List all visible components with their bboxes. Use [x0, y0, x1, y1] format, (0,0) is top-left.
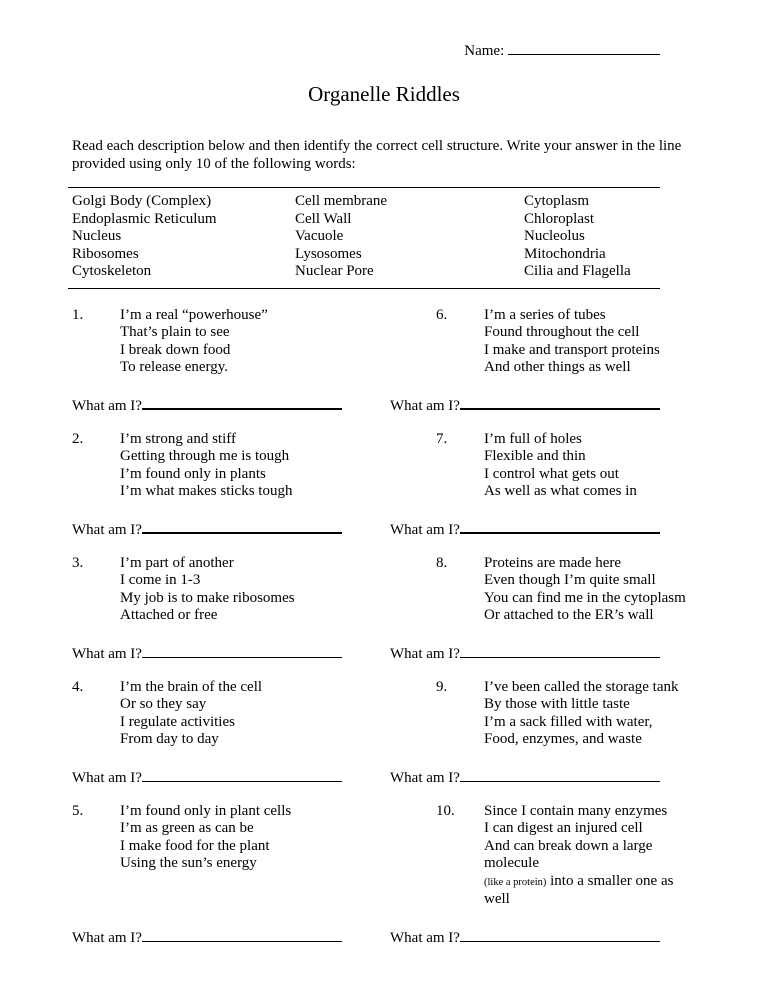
- answer-7: [390, 519, 690, 539]
- riddle-number: 4.: [72, 678, 84, 695]
- word-bank-item: Chloroplast: [524, 210, 594, 227]
- riddle-number: 10.: [436, 802, 455, 819]
- word-bank-column-3: [524, 193, 660, 281]
- answer-row: [72, 395, 690, 415]
- riddle-line: I’m a sack filled with water,: [484, 713, 653, 730]
- answer-prompt: What am I?: [72, 769, 142, 786]
- riddle-number: 7.: [436, 430, 448, 447]
- riddle-pair-row: [72, 679, 690, 749]
- riddle-10: [436, 803, 690, 909]
- word-bank-item: Lysosomes: [295, 245, 362, 262]
- answer-3: [72, 643, 390, 663]
- word-bank: [68, 187, 660, 289]
- riddle-line: By those with little taste: [484, 696, 630, 713]
- answer-row: [72, 927, 690, 947]
- riddle-text: [120, 431, 292, 501]
- riddle-7: [436, 431, 690, 501]
- word-bank-item: Cilia and Flagella: [524, 263, 631, 280]
- riddles-section: [72, 307, 690, 947]
- riddle-text: [484, 555, 686, 625]
- word-bank-item: Cytoplasm: [524, 193, 590, 210]
- word-bank-item: Mitochondria: [524, 245, 606, 262]
- name-label: Name:: [464, 43, 505, 59]
- word-bank-item: Golgi Body (Complex): [72, 193, 212, 210]
- riddle-line: I’m strong and stiff: [120, 430, 236, 447]
- answer-blank-line-6: [460, 395, 660, 410]
- riddle-line: I’m a series of tubes: [484, 306, 606, 323]
- riddle-line: Attached or free: [120, 607, 218, 624]
- worksheet-content: [72, 138, 690, 947]
- riddle-text: [484, 679, 679, 749]
- riddle-number: 3.: [72, 554, 84, 571]
- answer-prompt: What am I?: [72, 521, 142, 538]
- answer-row: [72, 643, 690, 663]
- answer-blank-line-3: [142, 643, 342, 658]
- riddle-4: [72, 679, 436, 749]
- riddle-line: And can break down a large molecule: [484, 837, 653, 872]
- answer-8: [390, 643, 690, 663]
- answer-blank-line-5: [142, 927, 342, 942]
- riddle-line: I’m part of another: [120, 554, 234, 571]
- riddle-text: [120, 803, 291, 909]
- word-bank-item: Nucleolus: [524, 228, 585, 245]
- word-bank-item: Cell membrane: [295, 193, 388, 210]
- riddle-line: I come in 1-3: [120, 572, 201, 589]
- riddle-line: I break down food: [120, 341, 231, 358]
- word-bank-item: Vacuole: [295, 228, 344, 245]
- riddle-line: Food, enzymes, and waste: [484, 731, 642, 748]
- name-row: [0, 0, 660, 60]
- riddle-number: 8.: [436, 554, 448, 571]
- riddle-2: [72, 431, 436, 501]
- riddle-pair-row: [72, 431, 690, 501]
- answer-prompt: What am I?: [72, 397, 142, 414]
- riddle-line: I control what gets out: [484, 465, 619, 482]
- answer-blank-line-9: [460, 767, 660, 782]
- word-bank-item: Nuclear Pore: [295, 263, 374, 280]
- answer-prompt: What am I?: [390, 929, 460, 946]
- riddle-number: 5.: [72, 802, 84, 819]
- answer-5: [72, 927, 390, 947]
- answer-blank-line-1: [142, 395, 342, 410]
- word-bank-item: Endoplasmic Reticulum: [72, 210, 217, 227]
- riddle-line: Or attached to the ER’s wall: [484, 607, 654, 624]
- riddle-line: I regulate activities: [120, 713, 235, 730]
- riddle-line: I make food for the plant: [120, 837, 270, 854]
- answer-prompt: What am I?: [72, 929, 142, 946]
- riddle-line: I’m found only in plants: [120, 465, 266, 482]
- word-bank-column-2: [295, 193, 524, 281]
- riddle-small-note: (like a protein): [484, 876, 547, 888]
- riddle-line: That’s plain to see: [120, 324, 230, 341]
- answer-row: [72, 767, 690, 787]
- riddle-line: From day to day: [120, 731, 219, 748]
- word-bank-item: Cell Wall: [295, 210, 352, 227]
- riddle-6: [436, 307, 690, 377]
- answer-9: [390, 767, 690, 787]
- riddle-number: 1.: [72, 306, 84, 323]
- word-bank-column-1: [72, 193, 295, 281]
- answer-prompt: What am I?: [390, 397, 460, 414]
- riddle-line: Since I contain many enzymes: [484, 802, 668, 819]
- riddle-line: [484, 873, 690, 909]
- riddle-3: [72, 555, 436, 625]
- answer-blank-line-4: [142, 767, 342, 782]
- riddle-number: 9.: [436, 678, 448, 695]
- riddle-text: [484, 431, 637, 501]
- riddle-line: I’m what makes sticks tough: [120, 483, 293, 500]
- answer-prompt: What am I?: [390, 645, 460, 662]
- riddle-line: To release energy.: [120, 359, 229, 376]
- riddle-line: Flexible and thin: [484, 448, 586, 465]
- word-bank-item: Nucleus: [72, 228, 122, 245]
- name-blank-line: [508, 40, 660, 55]
- riddle-line: I’m as green as can be: [120, 820, 254, 837]
- riddle-text: [120, 679, 262, 749]
- answer-prompt: What am I?: [390, 521, 460, 538]
- word-bank-item: Cytoskeleton: [72, 263, 152, 280]
- riddle-number: 2.: [72, 430, 84, 447]
- answer-prompt: What am I?: [72, 645, 142, 662]
- answer-prompt: What am I?: [390, 769, 460, 786]
- riddle-line: I’m full of holes: [484, 430, 582, 447]
- answer-blank-line-10: [460, 927, 660, 942]
- riddle-line: You can find me in the cytoplasm: [484, 589, 686, 606]
- answer-blank-line-7: [460, 519, 660, 534]
- answer-row: [72, 519, 690, 539]
- riddle-line: As well as what comes in: [484, 483, 637, 500]
- riddle-line: I make and transport proteins: [484, 341, 660, 358]
- riddle-8: [436, 555, 690, 625]
- riddle-text: [484, 307, 660, 377]
- riddle-line: I’m found only in plant cells: [120, 802, 292, 819]
- word-bank-item: Ribosomes: [72, 245, 139, 262]
- riddle-line: Getting through me is tough: [120, 448, 290, 465]
- riddle-line: I’ve been called the storage tank: [484, 678, 679, 695]
- riddle-1: [72, 307, 436, 377]
- riddle-pair-row: [72, 307, 690, 377]
- riddle-line: I’m a real “powerhouse”: [120, 306, 268, 323]
- riddle-line: I can digest an injured cell: [484, 820, 643, 837]
- riddle-text: [120, 307, 268, 377]
- riddle-line: Even though I’m quite small: [484, 572, 656, 589]
- answer-2: [72, 519, 390, 539]
- answer-6: [390, 395, 690, 415]
- answer-blank-line-2: [142, 519, 342, 534]
- riddle-text: [484, 803, 690, 909]
- riddle-pair-row: [72, 803, 690, 909]
- riddle-line: I’m the brain of the cell: [120, 678, 263, 695]
- answer-4: [72, 767, 390, 787]
- riddle-line: My job is to make ribosomes: [120, 589, 295, 606]
- answer-blank-line-8: [460, 643, 660, 658]
- riddle-number: 6.: [436, 306, 448, 323]
- answer-10: [390, 927, 690, 947]
- page-title: Organelle Riddles: [308, 82, 460, 106]
- riddle-line: And other things as well: [484, 359, 631, 376]
- riddle-5: [72, 803, 436, 909]
- instructions-text: Read each description below and then identify the correct cell structure. Write your answer in the line provided using only 10 of the following words:: [72, 138, 682, 172]
- riddle-line: Or so they say: [120, 696, 207, 713]
- answer-1: [72, 395, 390, 415]
- riddle-line: Found throughout the cell: [484, 324, 640, 341]
- riddle-9: [436, 679, 690, 749]
- riddle-line-tail: into a smaller one as well: [484, 872, 674, 908]
- riddle-text: [120, 555, 295, 625]
- riddle-line: Proteins are made here: [484, 554, 622, 571]
- riddle-line: Using the sun’s energy: [120, 855, 257, 872]
- riddle-pair-row: [72, 555, 690, 625]
